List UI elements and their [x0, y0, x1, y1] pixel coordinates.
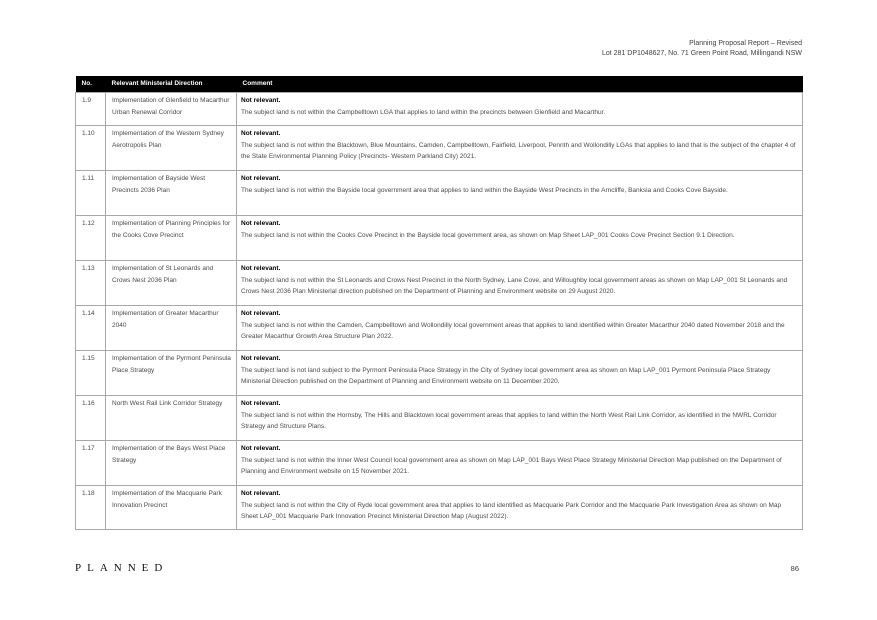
- column-header-no: No.: [76, 76, 106, 93]
- row-number: 1.12: [76, 216, 106, 261]
- row-status: Not relevant.: [241, 220, 281, 227]
- table-row: [76, 126, 803, 171]
- row-comment-cell: [237, 306, 803, 351]
- row-direction: North West Rail Link Corridor Strategy: [106, 396, 237, 441]
- row-direction: Implementation of the Bays West Place Strategy: [106, 441, 237, 486]
- column-header-comment: Comment: [237, 76, 803, 93]
- row-number: 1.11: [76, 171, 106, 216]
- row-comment-cell: [237, 261, 803, 306]
- row-number: 1.10: [76, 126, 106, 171]
- table-header-row: [76, 76, 803, 93]
- row-status: Not relevant.: [241, 97, 281, 104]
- table-row: [76, 396, 803, 441]
- row-number: 1.13: [76, 261, 106, 306]
- row-direction: Implementation of Glenfield to Macarthur Urban Renewal Corridor: [106, 93, 237, 126]
- report-title: Planning Proposal Report – Revised: [689, 40, 802, 47]
- table-row: [76, 93, 803, 126]
- row-status: Not relevant.: [241, 130, 281, 137]
- row-status: Not relevant.: [241, 355, 281, 362]
- row-comment: The subject land is not within the Campbelltown LGA that applies to land within the precincts between Glenfield and Macarthur.: [241, 108, 606, 116]
- row-direction: Implementation of Greater Macarthur 2040: [106, 306, 237, 351]
- row-comment: The subject land is not land subject to the Pyrmont Peninsula Place Strategy in the City of Sydney local government area as shown on Map LAP_001 Pyrmont Peninsula Place Strategy Ministerial Direction published on the Department of Planning and Environment website on 11 December 2020.: [241, 366, 771, 385]
- row-direction: Implementation of the Pyrmont Peninsula Place Strategy: [106, 351, 237, 396]
- row-status: Not relevant.: [241, 490, 281, 497]
- row-direction: Implementation of the Western Sydney Aerotropolis Plan: [106, 126, 237, 171]
- row-comment-cell: [237, 486, 803, 530]
- row-status: Not relevant.: [241, 445, 281, 452]
- row-number: 1.14: [76, 306, 106, 351]
- page-number: 86: [790, 564, 799, 573]
- table-row: [76, 306, 803, 351]
- row-comment-cell: [237, 351, 803, 396]
- row-comment-cell: [237, 216, 803, 261]
- row-comment: The subject land is not within the Cooks Cove Precinct in the Bayside local government area, as shown on Map Sheet LAP_001 Cooks Cove Precinct Section 9.1 Direction.: [241, 231, 735, 239]
- row-direction: Implementation of St Leonards and Crows Nest 2036 Plan: [106, 261, 237, 306]
- row-comment-cell: [237, 93, 803, 126]
- row-status: Not relevant.: [241, 310, 281, 317]
- row-comment: The subject land is not within the Blacktown, Blue Mountains, Camden, Campbelltown, Fairfield, Liverpool, Penrith and Wollondilly LGAs that applies to land that is the subject of the chapter 4 of the State Environmental Planning Policy (Precincts- Western Parkland City) 2021.: [241, 141, 796, 160]
- row-direction: Implementation of Bayside West Precincts 2036 Plan: [106, 171, 237, 216]
- row-comment: The subject land is not within the Camden, Campbelltown and Wollondilly local government areas that applies to land identified within Greater Macarthur 2040 dated November 2018 and the Greater Macarthur Growth Area Structure Plan 2022.: [241, 321, 785, 340]
- row-comment: The subject land is not within the Hornsby, The Hills and Blacktown local government areas that applies to land within the North West Rail Link Corridor, as identified in the NWRL Corridor Strategy and Structure Plans.: [241, 411, 777, 430]
- column-header-direction: Relevant Ministerial Direction: [106, 76, 237, 93]
- row-comment: The subject land is not within the City of Ryde local government area that applies to land identified as Macquarie Park Corridor and the Macquarie Park Investigation Area as shown on Map Sheet LAP_001 Macquarie Park Innovation Precinct Ministerial Direction Map (August 2022).: [241, 501, 782, 520]
- row-direction: Implementation of the Macquarie Park Innovation Precinct: [106, 486, 237, 530]
- report-address: Lot 281 DP1048627, No. 71 Green Point Road, Millingandi NSW: [601, 50, 802, 57]
- row-comment: The subject land is not within the Bayside local government area that applies to land within the Bayside West Precincts in the Arncliffe, Banksia and Cooks Cove Bayside.: [241, 186, 728, 194]
- row-status: Not relevant.: [241, 265, 281, 272]
- row-comment-cell: [237, 171, 803, 216]
- row-direction: Implementation of Planning Principles for the Cooks Cove Precinct: [106, 216, 237, 261]
- table-row: [76, 216, 803, 261]
- ministerial-directions-table: [75, 76, 803, 530]
- row-number: 1.17: [76, 441, 106, 486]
- table-row: [76, 171, 803, 216]
- row-status: Not relevant.: [241, 175, 281, 182]
- table-row: [76, 351, 803, 396]
- row-number: 1.9: [76, 93, 106, 126]
- planned-logo: PLANNED: [75, 562, 169, 574]
- row-comment: The subject land is not within the St Leonards and Crows Nest Precinct in the North Sydney, Lane Cove, and Willoughby local government areas as shown on Map LAP_001 St Leonards and Crows Nest 2036 Plan Ministerial direction published on the Department of Planning and Environment website on 29 August 2020.: [241, 276, 788, 295]
- table-row: [76, 441, 803, 486]
- row-number: 1.15: [76, 351, 106, 396]
- row-comment: The subject land is not within the Inner West Council local government area as shown on Map LAP_001 Bays West Place Strategy Ministerial Direction Map published on the Department of Planning and Environment website on 15 November 2021.: [241, 456, 782, 475]
- row-status: Not relevant.: [241, 400, 281, 407]
- row-comment-cell: [237, 441, 803, 486]
- table-row: [76, 486, 803, 530]
- row-number: 1.18: [76, 486, 106, 530]
- table-row: [76, 261, 803, 306]
- row-comment-cell: [237, 396, 803, 441]
- row-number: 1.16: [76, 396, 106, 441]
- row-comment-cell: [237, 126, 803, 171]
- page-header: [602, 39, 802, 59]
